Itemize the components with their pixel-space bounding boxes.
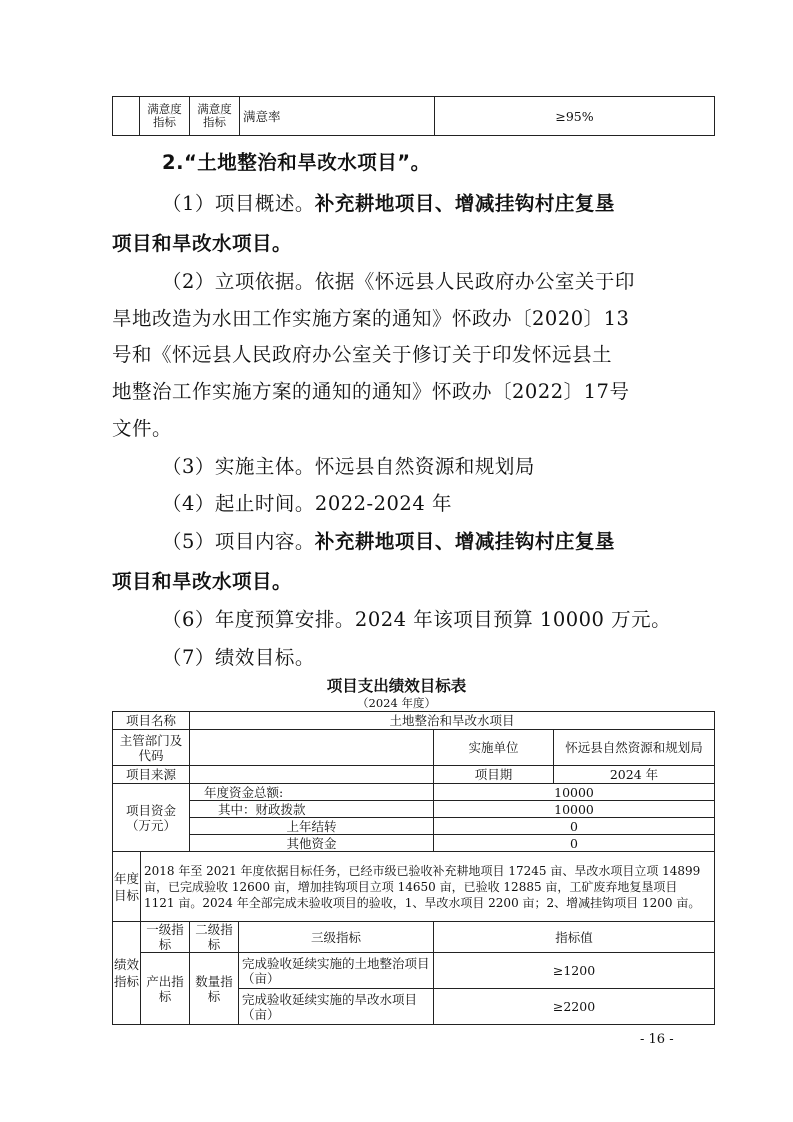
table-cell: 年度目标 bbox=[113, 852, 141, 922]
table-row bbox=[113, 835, 715, 852]
table-cell: 完成验收延续实施的土地整治项目（亩） bbox=[239, 953, 434, 989]
table-cell: 上年结转 bbox=[190, 818, 434, 835]
table-row bbox=[113, 784, 715, 801]
table-cell bbox=[190, 766, 434, 784]
table-cell: 一级指标 bbox=[141, 922, 190, 953]
table-cell: 土地整治和旱改水项目 bbox=[190, 712, 715, 730]
table-row bbox=[113, 712, 715, 730]
table-cell: 数量指标 bbox=[190, 953, 239, 1025]
table-cell: 10000 bbox=[434, 801, 715, 818]
content-text: 补充耕地项目、增减挂钩村庄复垦 bbox=[314, 530, 615, 553]
table-cell: 完成验收延续实施的旱改水项目（亩） bbox=[239, 989, 434, 1025]
table-cell: 其中：财政拨款 bbox=[190, 801, 434, 818]
content-text-cont: 项目和旱改水项目。 bbox=[112, 570, 293, 593]
overview-line bbox=[162, 188, 732, 216]
table-cell: 指标值 bbox=[434, 922, 715, 953]
table-cell: 主管部门及代码 bbox=[113, 730, 190, 766]
table-cell bbox=[113, 97, 140, 136]
table-cell: 项目期 bbox=[434, 766, 554, 784]
table-cell: 三级指标 bbox=[239, 922, 434, 953]
table-cell: 满意度指标 bbox=[140, 97, 190, 136]
table-cell: 项目名称 bbox=[113, 712, 190, 730]
table-cell: 10000 bbox=[434, 784, 715, 801]
table-title: 项目支出绩效目标表 bbox=[326, 677, 467, 695]
table-cell: 0 bbox=[434, 818, 715, 835]
table-cell: ≥95% bbox=[435, 97, 715, 136]
table-cell: 二级指标 bbox=[190, 922, 239, 953]
table-cell: 产出指标 bbox=[141, 953, 190, 1025]
overview-text: 补充耕地项目、增减挂钩村庄复垦 bbox=[314, 192, 615, 215]
goals-line: （7）绩效目标。 bbox=[162, 646, 315, 669]
table-cell: 其他资金 bbox=[190, 835, 434, 852]
section-heading: 2.“土地整治和旱改水项目”。 bbox=[162, 151, 431, 174]
table-cell: 满意度指标 bbox=[190, 97, 240, 136]
basis-line: 号和《怀远县人民政府办公室关于修订关于印发怀远县土 bbox=[112, 343, 613, 366]
table-row bbox=[113, 818, 715, 835]
table-row bbox=[113, 852, 715, 922]
overview-text-cont: 项目和旱改水项目。 bbox=[112, 232, 293, 255]
basis-line: 旱地改造为水田工作实施方案的通知》怀政办〔2020〕13 bbox=[112, 307, 630, 330]
content-label: （5）项目内容。 bbox=[162, 530, 315, 553]
period-line: （4）起止时间。2022-2024 年 bbox=[162, 492, 452, 515]
basis-line: 文件。 bbox=[112, 417, 173, 440]
performance-table bbox=[112, 711, 715, 1025]
table-cell: ≥1200 bbox=[434, 953, 715, 989]
table-cell: 项目来源 bbox=[113, 766, 190, 784]
subject-line: （3）实施主体。怀远县自然资源和规划局 bbox=[162, 455, 535, 478]
table-row bbox=[113, 801, 715, 818]
table-cell: 年度资金总额: bbox=[190, 784, 434, 801]
page-number: - 16 - bbox=[640, 1032, 674, 1047]
basis-line: 地整治工作实施方案的通知的通知》怀政办〔2022〕17号 bbox=[112, 380, 630, 403]
table-row bbox=[113, 97, 715, 136]
satisfaction-table bbox=[112, 96, 715, 136]
table-row bbox=[113, 766, 715, 784]
basis-line: （2）立项依据。依据《怀远县人民政府办公室关于印 bbox=[162, 270, 635, 293]
table-row bbox=[113, 730, 715, 766]
table-cell: 怀远县自然资源和规划局 bbox=[554, 730, 715, 766]
budget-line: （6）年度预算安排。2024 年该项目预算 10000 万元。 bbox=[162, 608, 672, 631]
table-cell: 实施单位 bbox=[434, 730, 554, 766]
table-cell bbox=[190, 730, 434, 766]
table-cell: 项目资金（万元） bbox=[113, 784, 190, 852]
table-cell: 绩效指标 bbox=[113, 922, 141, 1025]
table-cell: 2018 年至 2021 年度依据目标任务，已经市级已验收补充耕地项目 17245 亩、旱改水项目立项 14899 亩，已完成验收 12600 亩，增加挂钩项目立项 14650 亩，已验收 12885 亩，工矿废弃地复垦项目 1121 亩。2024 年全部完成未验收项目的验收，1、旱改水项目 2200 亩；2、增减挂钩项目 1200 亩。 bbox=[141, 852, 715, 922]
table-subtitle: （2024 年度） bbox=[357, 696, 436, 710]
table-cell: 满意率 bbox=[240, 97, 435, 136]
table-cell: 2024 年 bbox=[554, 766, 715, 784]
table-cell: 0 bbox=[434, 835, 715, 852]
overview-label: （1）项目概述。 bbox=[162, 192, 315, 215]
table-cell: ≥2200 bbox=[434, 989, 715, 1025]
table-row bbox=[113, 922, 715, 953]
table-row bbox=[113, 953, 715, 989]
content-line bbox=[162, 526, 732, 554]
